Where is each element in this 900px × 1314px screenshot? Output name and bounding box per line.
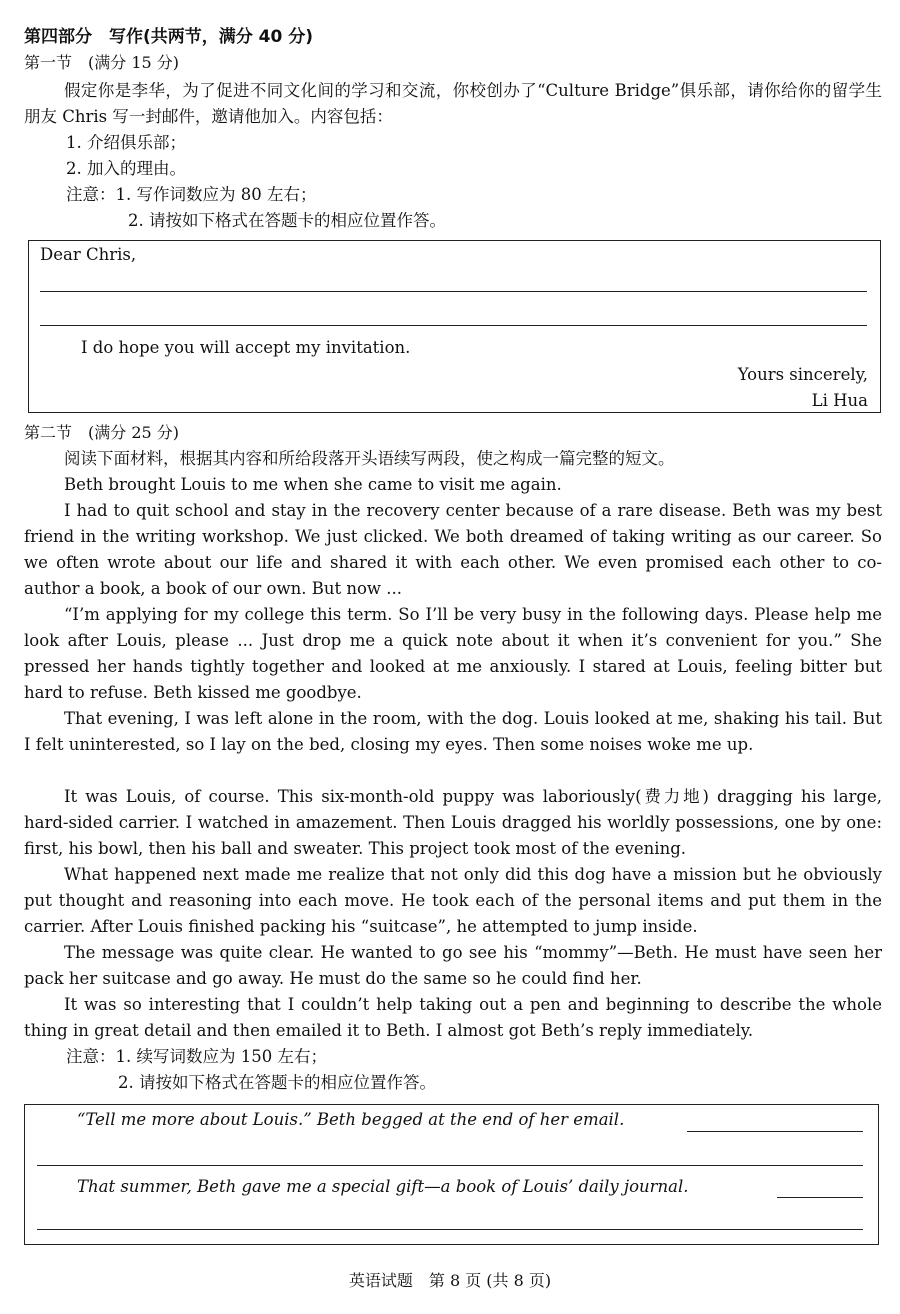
section2-instruction: 阅读下面材料，根据其内容和所给段落开头语续写两段，使之构成一篇完整的短文。 (64, 449, 675, 468)
letter-signature: Li Hua (811, 391, 868, 410)
continuation-answer-box (24, 1104, 879, 1245)
page-footer: 英语试题 第 8 页 (共 8 页) (348, 1271, 552, 1290)
section1-prompt: 假定你是李华，为了促进不同文化间的学习和交流，你校创办了“Culture Bridge”俱乐部，请你给你的留学生朋友 Chris 写一封邮件，邀请他加入。内容包括： (24, 81, 882, 126)
part-title: 第四部分 写作(共两节，满分 40 分) (24, 27, 314, 47)
section2-note-2: 2. 请按如下格式在答题卡的相应位置作答。 (118, 1073, 436, 1092)
section1-item-1: 1. 介绍俱乐部； (66, 133, 186, 152)
writing-line (40, 291, 867, 292)
paragraph-starter-2: That summer, Beth gave me a special gift—a book of Louis’ daily journal. (77, 1177, 689, 1196)
letter-body: I do hope you will accept my invitation. (81, 338, 411, 357)
section1-note-1: 注意：1. 写作词数应为 80 左右； (66, 185, 317, 204)
letter-closing: Yours sincerely, (737, 365, 868, 384)
writing-line (37, 1229, 863, 1230)
section2-note-1: 注意：1. 续写词数应为 150 左右； (66, 1047, 327, 1066)
story-paragraph: The message was quite clear. He wanted to go see his “mommy”—Beth. He must have seen her pack her suitcase and go away. He must do the same so he could find her. (24, 943, 882, 988)
writing-line (40, 325, 867, 326)
paragraph-starter-1: “Tell me more about Louis.” Beth begged at the end of her email. (77, 1110, 625, 1129)
section1-note-2: 2. 请按如下格式在答题卡的相应位置作答。 (128, 211, 446, 230)
letter-greeting: Dear Chris, (40, 245, 137, 264)
letter-answer-box (28, 240, 881, 413)
story-paragraph: That evening, I was left alone in the room, with the dog. Louis looked at me, shaking his tail. But I felt uninterested, so I lay on the bed, closing my eyes. Then some noises woke me up. (24, 709, 882, 754)
story-paragraph: Beth brought Louis to me when she came to visit me again. (64, 475, 562, 494)
writing-line (687, 1131, 863, 1132)
section1-item-2: 2. 加入的理由。 (66, 159, 186, 178)
story-paragraph: I had to quit school and stay in the recovery center because of a rare disease. Beth was my best friend in the writing workshop. We just clicked. We both dreamed of taking writing as our career. So we often wrote about our life and shared it with each other. We even promised each other to co-author a book, a book of our own. But now ... (24, 501, 882, 598)
story-paragraph: What happened next made me realize that not only did this dog have a mission but he obviously put thought and reasoning into each move. He took each of the personal items and put them in the carrier. After Louis finished packing his “suitcase”, he attempted to jump inside. (24, 865, 882, 936)
writing-line (37, 1165, 863, 1166)
writing-line (777, 1197, 863, 1198)
section1-title: 第一节 (满分 15 分) (24, 53, 180, 72)
story-paragraph: It was so interesting that I couldn’t help taking out a pen and beginning to describe the whole thing in great detail and then emailed it to Beth. I almost got Beth’s reply immediately. (24, 995, 882, 1040)
story-paragraph: “I’m applying for my college this term. So I’ll be very busy in the following days. Please help me look after Louis, please ... Just drop me a quick note about it when it’s convenient for you.” She pressed her hands tightly together and looked at me anxiously. I stared at Louis, feeling bitter but hard to refuse. Beth kissed me goodbye. (24, 605, 882, 702)
story-paragraph: It was Louis, of course. This six-month-old puppy was laboriously(费力地) dragging his large, hard-sided carrier. I watched in amazement. Then Louis dragged his worldly possessions, one by one: first, his bowl, then his ball and sweater. This project took most of the evening. (24, 787, 882, 858)
section2-title: 第二节 (满分 25 分) (24, 423, 180, 442)
